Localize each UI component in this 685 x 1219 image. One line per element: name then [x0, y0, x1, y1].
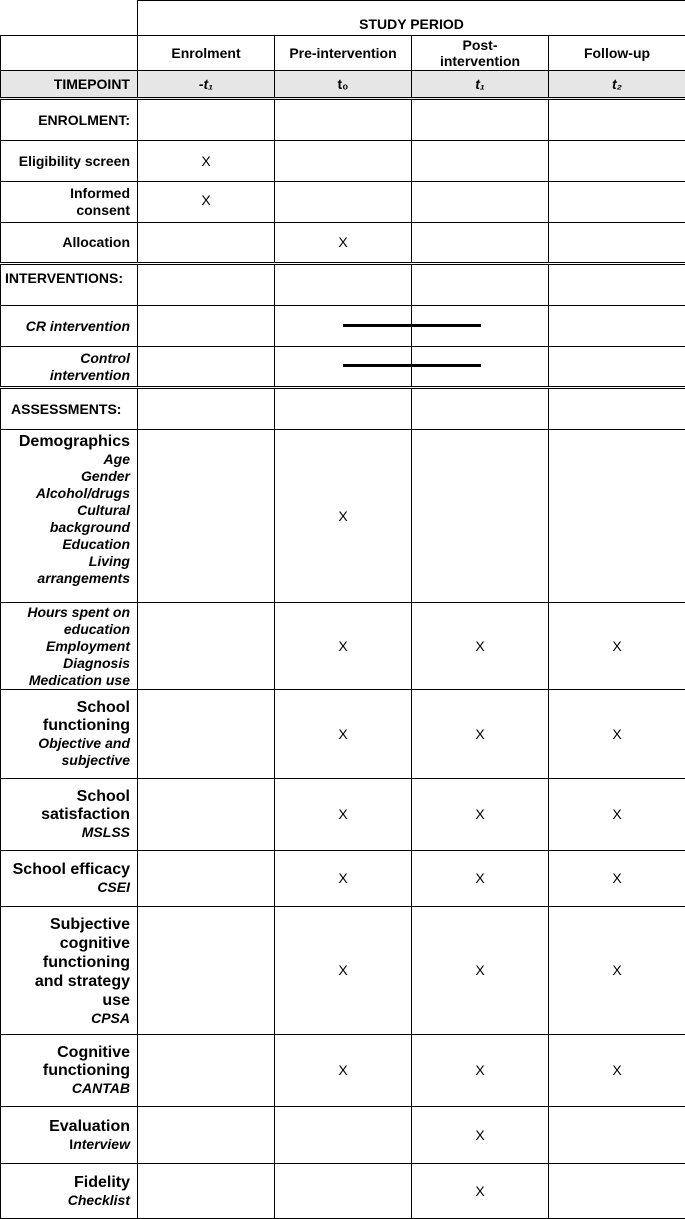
subjective-cognitive-title: use — [1, 991, 130, 1010]
cell — [549, 182, 685, 223]
school-functioning-mark-pre: X — [275, 690, 412, 779]
hours-mark-pre: X — [275, 603, 412, 690]
study-period-row — [1, 1, 685, 36]
subjective-cognitive-title: and strategy — [1, 972, 130, 991]
col-enrolment: Enrolment — [138, 36, 275, 71]
allocation-label: Allocation — [1, 223, 138, 264]
hours-item: Medication use — [1, 672, 130, 689]
cell — [275, 264, 412, 306]
school-efficacy-title: School efficacy — [1, 861, 130, 879]
subjective-cognitive-mark-post: X — [412, 907, 549, 1035]
eligibility-label: Eligibility screen — [1, 141, 138, 182]
cognitive-functioning-sub: CANTAB — [1, 1080, 130, 1097]
school-functioning-title: School — [1, 699, 130, 717]
corner-cell — [1, 1, 138, 36]
interventions-section-label: INTERVENTIONS: — [1, 264, 138, 306]
cognitive-functioning-title: Cognitive — [1, 1044, 130, 1062]
school-satisfaction-mark-post: X — [412, 779, 549, 851]
hours-item: Diagnosis — [1, 655, 130, 672]
evaluation-title: Evaluation — [1, 1118, 130, 1136]
control-line-2: intervention — [1, 367, 130, 384]
school-functioning-mark-post: X — [412, 690, 549, 779]
cell — [549, 141, 685, 182]
fidelity-title: Fidelity — [1, 1174, 130, 1192]
cell — [138, 347, 275, 388]
school-satisfaction-row — [1, 779, 685, 851]
school-satisfaction-title: satisfaction — [1, 806, 130, 824]
timepoint-pre: t₀ — [275, 71, 412, 99]
consent-label — [1, 182, 138, 223]
evaluation-mark-post: X — [412, 1107, 549, 1164]
school-functioning-sub: subjective — [1, 752, 130, 769]
consent-line-1: Informed — [1, 185, 130, 202]
demographics-label — [1, 430, 138, 603]
cell — [138, 1164, 275, 1219]
cell — [549, 264, 685, 306]
school-efficacy-mark-pre: X — [275, 851, 412, 907]
fidelity-label — [1, 1164, 138, 1219]
school-functioning-row — [1, 690, 685, 779]
cell — [412, 223, 549, 264]
demographics-item: arrangements — [1, 570, 130, 587]
consent-mark: X — [201, 192, 210, 208]
cognitive-functioning-label — [1, 1035, 138, 1107]
cr-bar-cell-post — [412, 306, 549, 347]
cell — [412, 264, 549, 306]
cell — [412, 388, 549, 430]
school-functioning-sub: Objective and — [1, 735, 130, 752]
col-follow-up: Follow-up — [549, 36, 685, 71]
cell — [549, 1107, 685, 1164]
school-efficacy-mark-post: X — [412, 851, 549, 907]
timepoint-follow-up: t₂ — [549, 71, 685, 99]
cell — [138, 388, 275, 430]
school-functioning-label — [1, 690, 138, 779]
timepoint-enrolment: -t₁ — [138, 71, 275, 99]
cell — [138, 1107, 275, 1164]
eligibility-mark-enrolment: X — [138, 141, 275, 182]
cognitive-functioning-mark-post: X — [412, 1035, 549, 1107]
subjective-cognitive-sub: CPSA — [1, 1010, 130, 1027]
cell — [138, 907, 275, 1035]
hours-item: Employment — [1, 638, 130, 655]
hours-education-row — [1, 603, 685, 690]
cell — [138, 851, 275, 907]
timepoint-row — [1, 71, 685, 99]
phase-corner-cell — [1, 36, 138, 71]
col-post-intervention-label: Post- intervention — [440, 37, 520, 69]
demographics-item: Cultural — [1, 502, 130, 519]
cell — [138, 306, 275, 347]
school-satisfaction-mark-follow-up: X — [549, 779, 685, 851]
school-efficacy-mark-follow-up: X — [549, 851, 685, 907]
demographics-item: Living — [1, 553, 130, 570]
demographics-row — [1, 430, 685, 603]
consent-row — [1, 182, 685, 223]
subjective-cognitive-row — [1, 907, 685, 1035]
cell — [549, 99, 685, 141]
cell — [138, 99, 275, 141]
allocation-row — [1, 223, 685, 264]
control-intervention-row — [1, 347, 685, 388]
enrolment-section-row — [1, 99, 685, 141]
evaluation-sub-rest: nterview — [73, 1136, 130, 1152]
cell — [412, 99, 549, 141]
cell — [138, 779, 275, 851]
col-post-intervention — [412, 36, 549, 71]
enrolment-section-label: ENROLMENT: — [1, 99, 138, 141]
fidelity-mark-post: X — [412, 1164, 549, 1219]
evaluation-sub — [1, 1136, 130, 1153]
hours-mark-post: X — [412, 603, 549, 690]
cell — [549, 430, 685, 603]
cell — [549, 306, 685, 347]
cognitive-functioning-row — [1, 1035, 685, 1107]
interventions-section-row — [1, 264, 685, 306]
evaluation-row — [1, 1107, 685, 1164]
fidelity-row — [1, 1164, 685, 1219]
cell — [138, 430, 275, 603]
hours-mark-follow-up: X — [549, 603, 685, 690]
cr-intervention-bar-end — [412, 324, 481, 327]
demographics-item: Gender — [1, 468, 130, 485]
cell — [275, 141, 412, 182]
assessments-section-row — [1, 388, 685, 430]
demographics-item: background — [1, 519, 130, 536]
phase-header-row — [1, 36, 685, 71]
school-satisfaction-mark-pre: X — [275, 779, 412, 851]
cell — [275, 99, 412, 141]
cell — [138, 690, 275, 779]
timepoint-label: TIMEPOINT — [1, 71, 138, 99]
consent-mark-enrolment — [138, 182, 275, 223]
school-satisfaction-sub: MSLSS — [1, 824, 130, 841]
school-functioning-title: functioning — [1, 717, 130, 735]
subjective-cognitive-label — [1, 907, 138, 1035]
cell — [275, 388, 412, 430]
eligibility-row — [1, 141, 685, 182]
demographics-item: Age — [1, 451, 130, 468]
cognitive-functioning-mark-follow-up: X — [549, 1035, 685, 1107]
cognitive-functioning-title: functioning — [1, 1062, 130, 1080]
cell — [275, 1107, 412, 1164]
study-period-label: STUDY PERIOD — [359, 16, 464, 32]
cell — [138, 1035, 275, 1107]
hours-item: Hours spent on — [1, 604, 130, 621]
subjective-cognitive-mark-follow-up: X — [549, 907, 685, 1035]
cell — [275, 1164, 412, 1219]
demographics-title: Demographics — [1, 432, 130, 451]
cr-bar-cell-pre — [275, 306, 412, 347]
school-efficacy-row — [1, 851, 685, 907]
school-efficacy-sub: CSEI — [1, 879, 130, 896]
school-satisfaction-label — [1, 779, 138, 851]
cell — [412, 141, 549, 182]
hours-item: education — [1, 621, 130, 638]
assessments-section-label: ASSESSMENTS: — [1, 388, 138, 430]
cr-intervention-bar — [343, 324, 413, 327]
subjective-cognitive-mark-pre: X — [275, 907, 412, 1035]
cell — [549, 347, 685, 388]
study-period-heading — [138, 1, 685, 36]
cell — [138, 603, 275, 690]
subjective-cognitive-title: cognitive — [1, 934, 130, 953]
cell — [412, 430, 549, 603]
allocation-mark-pre: X — [275, 223, 412, 264]
hours-education-label — [1, 603, 138, 690]
demographics-item: Alcohol/drugs — [1, 485, 130, 502]
fidelity-sub: Checklist — [1, 1192, 130, 1209]
cell — [412, 182, 549, 223]
cell — [275, 182, 412, 223]
cell — [549, 388, 685, 430]
subjective-cognitive-title: Subjective — [1, 915, 130, 934]
cell — [549, 223, 685, 264]
subjective-cognitive-title: functioning — [1, 953, 130, 972]
control-bar-cell-post — [412, 347, 549, 388]
cognitive-functioning-mark-pre: X — [275, 1035, 412, 1107]
evaluation-label — [1, 1107, 138, 1164]
cell — [138, 264, 275, 306]
control-bar-cell-pre — [275, 347, 412, 388]
school-functioning-mark-follow-up: X — [549, 690, 685, 779]
control-intervention-bar-end — [412, 364, 481, 367]
cell — [549, 1164, 685, 1219]
cr-intervention-label: CR intervention — [1, 306, 138, 347]
control-intervention-bar — [343, 364, 413, 367]
control-intervention-label — [1, 347, 138, 388]
col-pre-intervention: Pre-intervention — [275, 36, 412, 71]
school-satisfaction-title: School — [1, 788, 130, 806]
consent-line-2: consent — [1, 202, 130, 219]
timepoint-post: t₁ — [412, 71, 549, 99]
demographics-item: Education — [1, 536, 130, 553]
demographics-mark-pre: X — [275, 430, 412, 603]
school-efficacy-label — [1, 851, 138, 907]
evaluation-sub-initial: I — [69, 1136, 73, 1152]
control-line-1: Control — [1, 350, 130, 367]
cr-intervention-row — [1, 306, 685, 347]
cell — [138, 223, 275, 264]
